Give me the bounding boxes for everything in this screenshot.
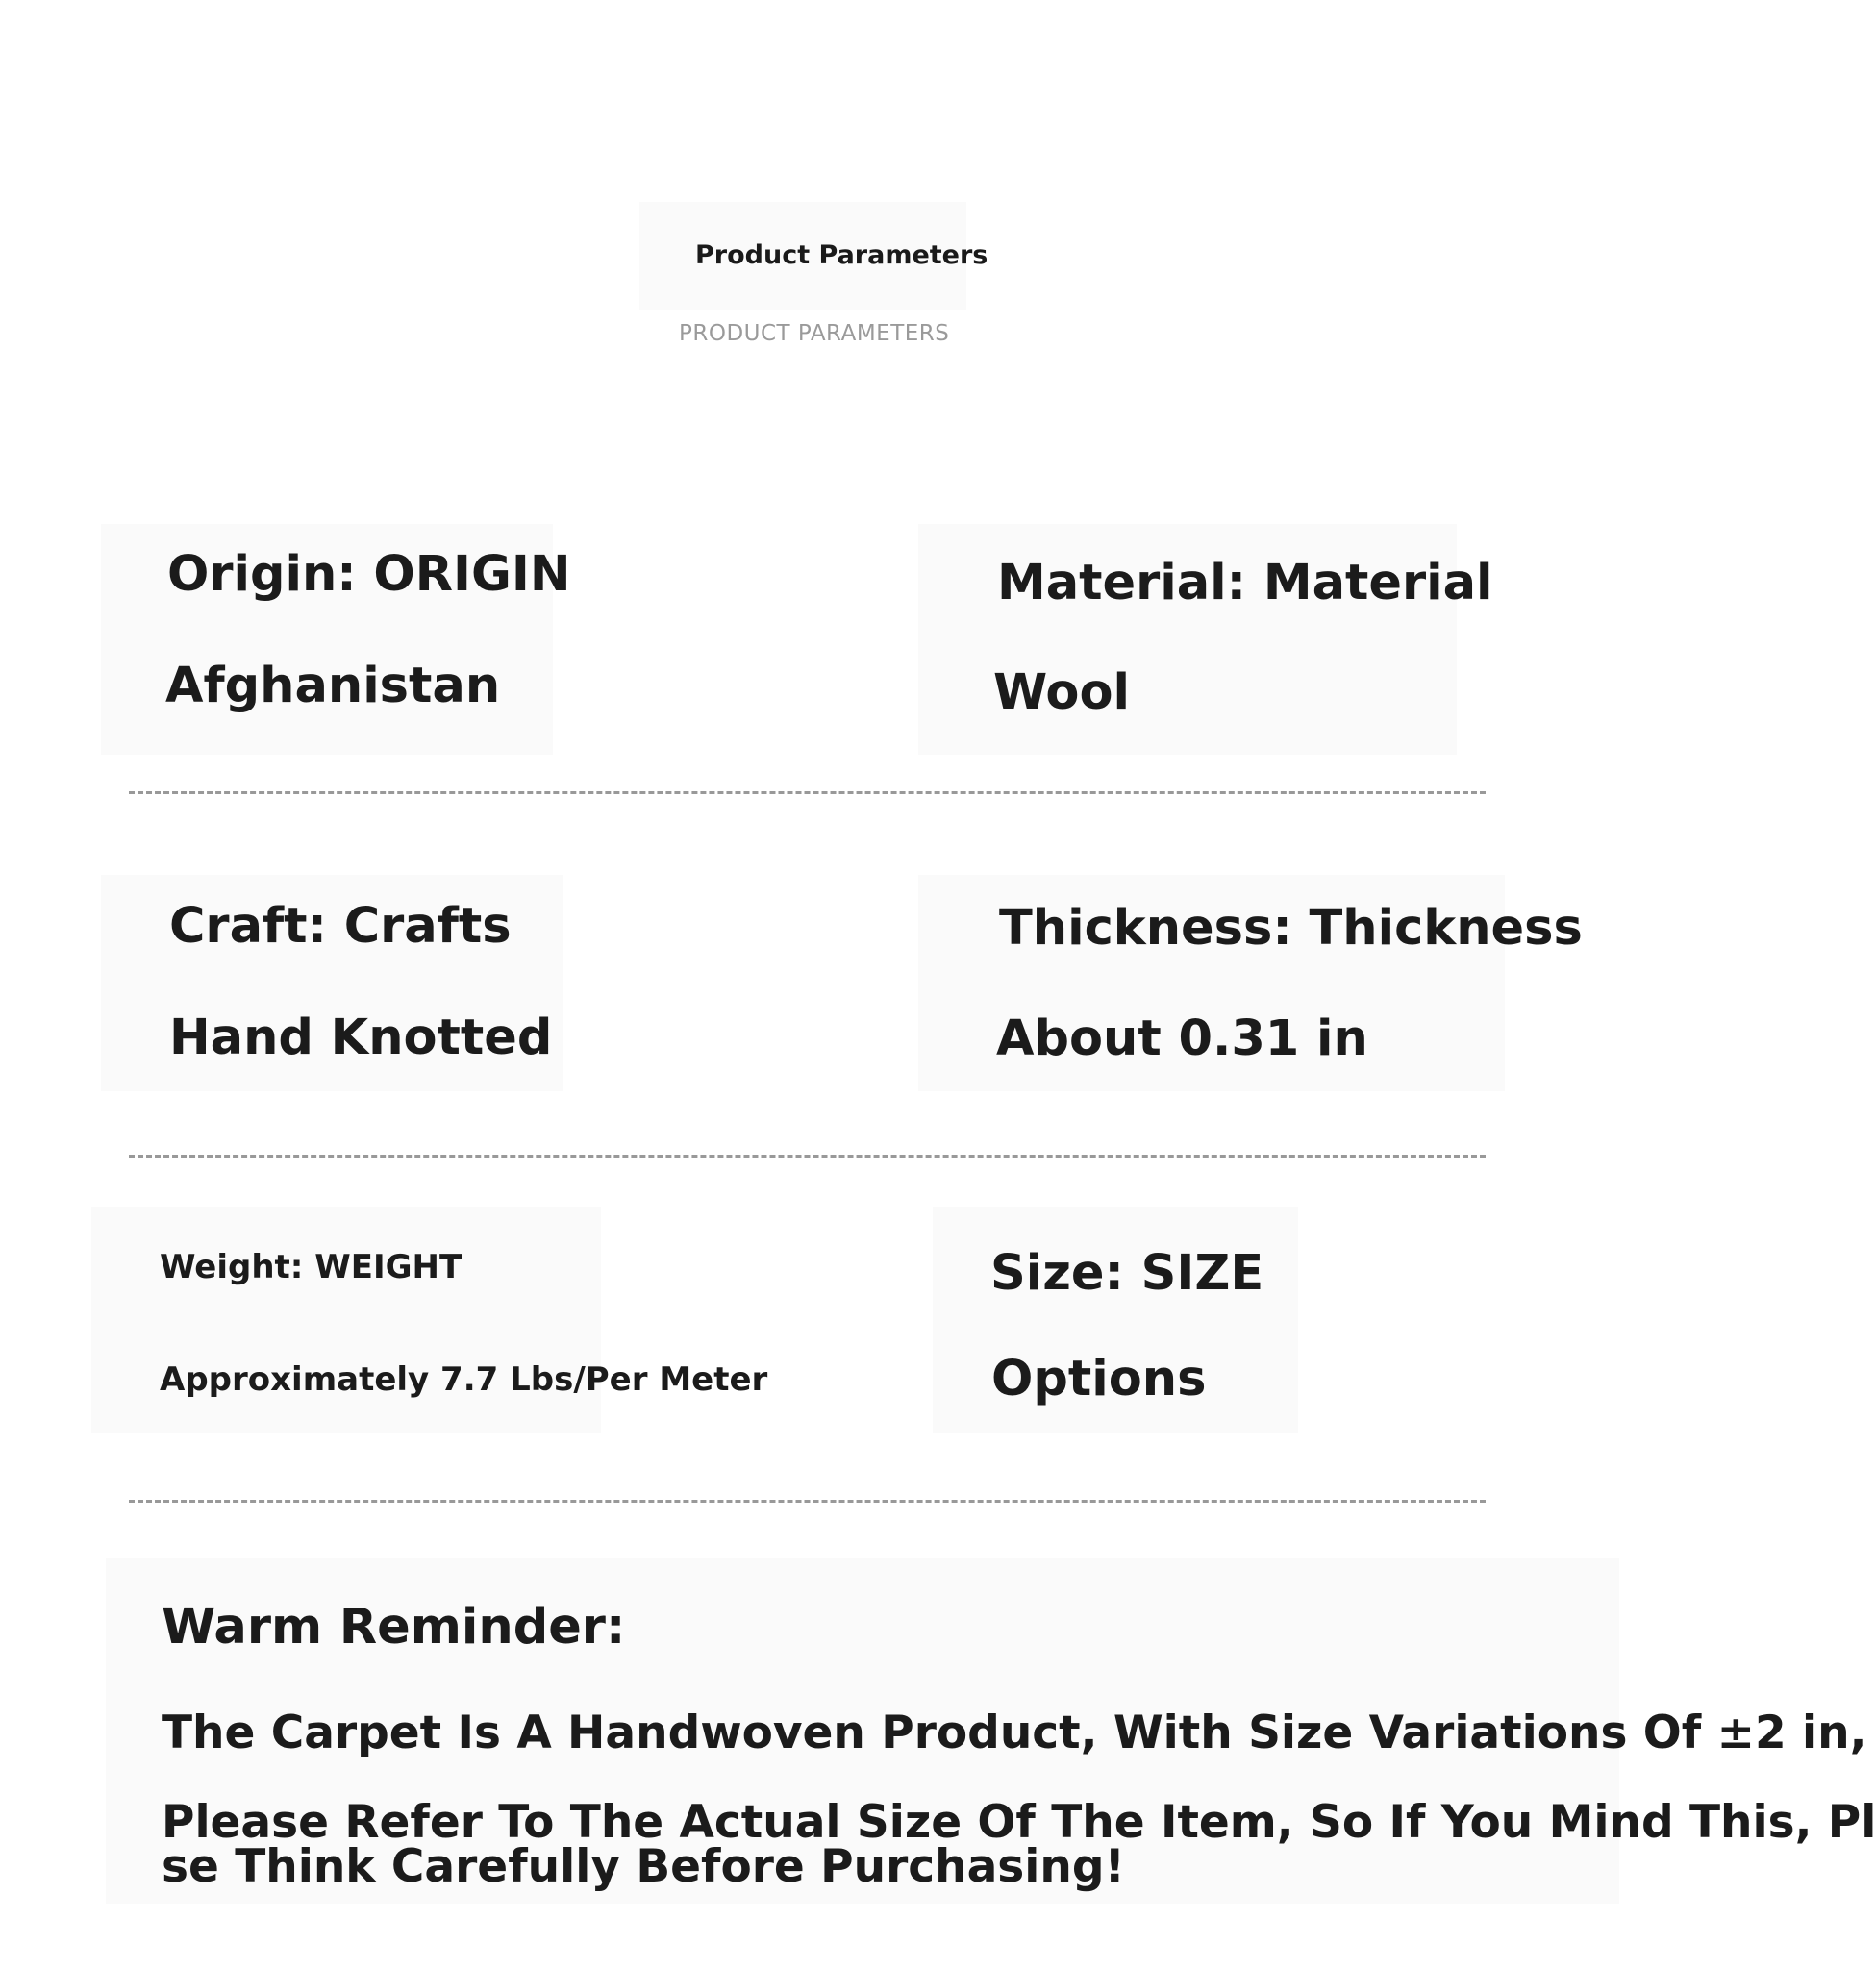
reminder-heading: Warm Reminder: [162, 1599, 626, 1656]
material-value: Wool [993, 664, 1130, 721]
divider-3 [129, 1500, 1486, 1503]
origin-value: Afghanistan [165, 658, 501, 714]
size-value: Options [991, 1351, 1207, 1408]
page-subtitle: PRODUCT PARAMETERS [679, 321, 950, 346]
origin-label: Origin: ORIGIN [167, 546, 571, 603]
page-title: Product Parameters [695, 240, 988, 270]
thickness-label: Thickness: Thickness [999, 900, 1583, 957]
divider-1 [129, 791, 1486, 794]
divider-2 [129, 1155, 1486, 1158]
craft-value: Hand Knotted [169, 1009, 553, 1066]
weight-value: Approximately 7.7 Lbs/Per Meter [160, 1360, 768, 1399]
material-label: Material: Material [997, 555, 1493, 611]
reminder-line-2: Please Refer To The Actual Size Of The Item, So If You Mind This, Pl [162, 1796, 1876, 1849]
size-label: Size: SIZE [990, 1245, 1264, 1302]
reminder-line-1: The Carpet Is A Handwoven Product, With Size Variations Of ±2 in, [162, 1707, 1867, 1759]
weight-label: Weight: WEIGHT [160, 1248, 463, 1286]
thickness-value: About 0.31 in [996, 1010, 1368, 1067]
reminder-line-3: se Think Carefully Before Purchasing! [162, 1840, 1125, 1893]
craft-label: Craft: Crafts [169, 898, 512, 955]
